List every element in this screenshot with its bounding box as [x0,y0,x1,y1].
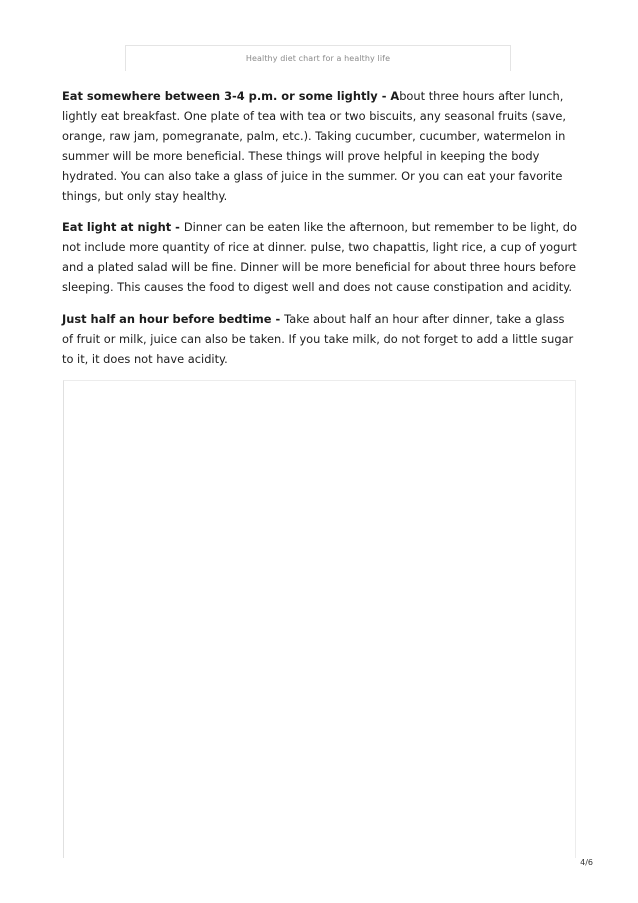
image-placeholder [63,380,576,858]
paragraph-body: Take about half an hour after dinner, take a glass of fruit or milk, juice can also be taken. If you take milk, do not forget to add a little sugar to it, it does not have acidity. [62,312,574,366]
paragraph-body: bout three hours after lunch, lightly eat breakfast. One plate of tea with tea or two biscuits, any seasonal fruits (save, orange, raw jam, pomegranate, palm, etc.). Taking cucumber, cucumber, watermelon in summer will be more beneficial. These things will prove helpful in keeping the body hydrated. You can also take a glass of juice in the summer. Or you can eat your favorite things, but only stay healthy. [62,89,567,203]
paragraph-body: Dinner can be eaten like the afternoon, but remember to be light, do not include more quantity of rice at dinner. pulse, two chapattis, light rice, a cup of yogurt and a plated salad will be fine. Dinner will be more beneficial for about three hours before sleeping. This causes the food to digest well and does not cause constipation and acidity. [62,220,577,295]
paragraph-lead: Eat somewhere between 3-4 p.m. or some lightly - A [62,89,400,103]
paragraph-lead: Just half an hour before bedtime - [62,312,285,327]
paragraph-bedtime [62,310,578,370]
document-body [62,87,578,382]
paragraph-afternoon-snack [62,87,578,206]
page-header [125,45,511,71]
paragraph-dinner [62,218,578,298]
paragraph-lead: Eat light at night - [62,220,184,235]
page-number: 4/6 [580,858,593,867]
header-title: Healthy diet chart for a healthy life [245,54,391,63]
